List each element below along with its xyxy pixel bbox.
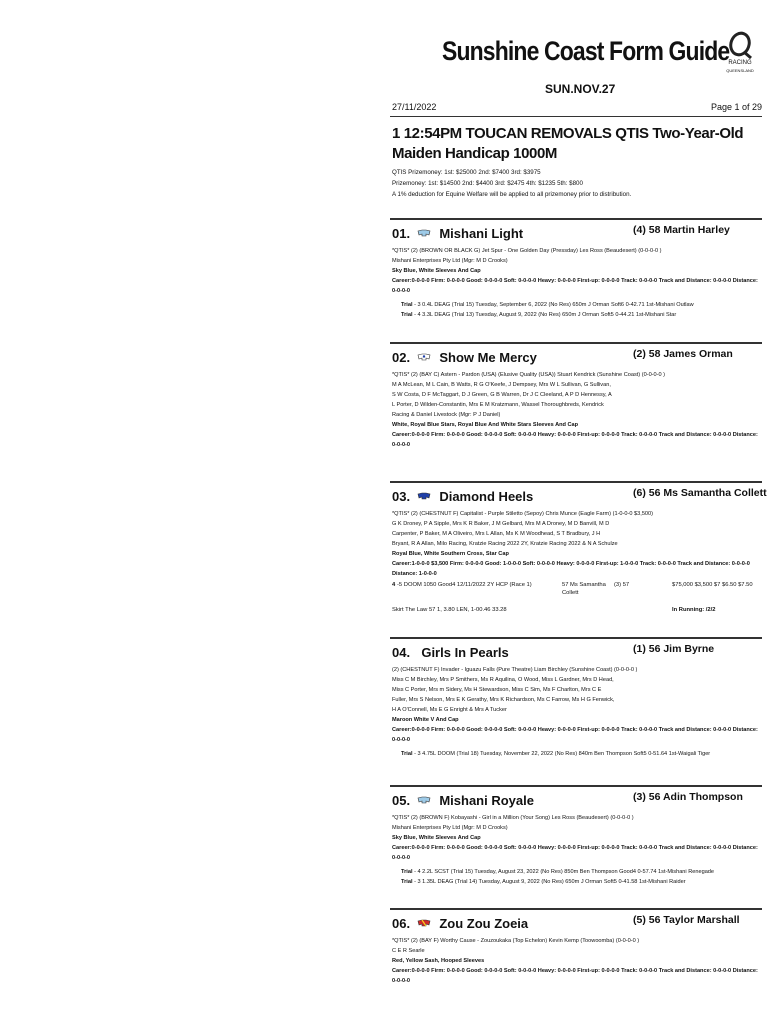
runner-jockey: (4) 58 Martin Harley [633,224,730,236]
runner-jockey: (5) 56 Taylor Marshall [633,914,740,926]
runner-divider [390,637,762,639]
detail-line: Miss C M Birchley, Mrs P Smithers, Ms R Aquilina, O Wood, Miss L Gardner, Mrs D Head, [392,677,614,683]
racing-logo-icon [720,30,760,60]
runner-colours: Royal Blue, White Southern Cross, Star Cap [392,551,509,557]
runner-colours: Red, Yellow Sash, Hooped Sleeves [392,958,485,964]
form-line [392,581,760,603]
trial-result: Trial - 3 4.75L DOOM (Trial 18) Tuesday, November 22, 2022 (No Res) 840m Ben Thompson Soft5 0-51.64 1st-Waigali Tiger [401,751,711,757]
detail-line: Miss C Porter, Mrs m Sidery, Ms H Stewardson, Miss C Sim, Ms F Charlton, Mrs C E [392,687,602,693]
runner-name [392,350,537,365]
runner-colours: White, Royal Blue Stars, Royal Blue And White Stars Sleeves And Cap [392,422,579,428]
form-guide-page [390,0,767,1024]
form-rider: 57 Ms Samantha Collett [562,582,606,596]
detail-line: *QTIS* (2) (BROWN F) Kobayashi - Girl in a Million (Your Song) Les Ross (Beaudesert) (0-0-0-0 ) [392,815,634,821]
runner-career: Career:0-0-0-0 Firm: 0-0-0-0 Good: 0-0-0-0 Soft: 0-0-0-0 Heavy: 0-0-0-0 First-up: 0-0-0-0 Track: 0-0-0-0 Track and Distance: 0-0-0-0 Distance: 0-0-0-0 [392,278,758,294]
runner-number: 01. [392,226,411,241]
meeting-date: SUN.NOV.27 [545,82,616,96]
runner-horse: Zou Zou Zoeia [439,916,529,931]
detail-line: C E R Searle [392,948,425,954]
trial-result: Trial - 3 0.4L DEAG (Trial 15) Tuesday, September 6, 2022 (No Res) 650m J Orman Soft6 0-42.71 1st-Mishani Outlaw [401,302,694,308]
runner-colours: Sky Blue, White Sleeves And Cap [392,268,481,274]
runner-jockey: (1) 56 Jim Byrne [633,643,715,655]
race-info-line: Prizemoney: 1st: $14500 2nd: $4400 3rd: $2475 4th: $1235 5th: $800 [392,180,583,187]
detail-line: Racing & Daniel Livestock (Mgr: P J Daniel) [392,412,501,418]
detail-line: Mishani Enterprises Pty Ltd (Mgr: M D Crooks) [392,825,508,831]
form-barrier: (3) 57 [614,582,630,588]
runner-jockey: (3) 56 Adin Thompson [633,791,743,803]
trial-label: Trial [401,869,413,875]
runner-name [392,645,509,660]
logo-subtext: QUEENSLAND [726,68,754,73]
runner-jockey: (6) 56 Ms Samantha Collett [633,487,767,499]
trial-result: Trial - 3 1.35L DEAG (Trial 14) Tuesday, August 9, 2022 (No Res) 650m J Orman Soft5 0-41.58 1st-Mishani Raider [401,879,686,885]
runner-career: Career:1-0-0-0 $3,500 Firm: 0-0-0-0 Good: 1-0-0-0 Soft: 0-0-0-0 Heavy: 0-0-0-0 First-up: 1-0-0-0 Track: 0-0-0-0 Track and Distance: 0-0-0-0 Distance: 1-0-0-0 [392,561,750,577]
trial-label: Trial [401,879,413,885]
runner-colours: Sky Blue, White Sleeves And Cap [392,835,481,841]
runner-horse: Girls In Pearls [421,645,509,660]
racing-queensland-logo [720,30,760,76]
runner-jockey: (2) 58 James Orman [633,348,733,360]
runner-horse: Diamond Heels [439,489,534,504]
trial-result: Trial - 4 3.3L DEAG (Trial 13) Tuesday, August 9, 2022 (No Res) 650m J Orman Soft5 0-44.21 1st-Mishani Star [401,312,677,318]
silks-icon [417,492,431,500]
detail-line: H A O'Connell, Ms E G Enright & Mrs A Tucker [392,707,507,713]
trial-label: Trial [401,302,413,308]
logo-text: RACING [728,60,752,66]
silks-icon [417,919,431,927]
runner-career: Career:0-0-0-0 Firm: 0-0-0-0 Good: 0-0-0-0 Soft: 0-0-0-0 Heavy: 0-0-0-0 First-up: 0-0-0-0 Track: 0-0-0-0 Track and Distance: 0-0-0-0 Distance: 0-0-0-0 [392,727,758,743]
race-info-line: A 1% deduction for Equine Welfare will be applied to all prizemoney prior to distribution. [392,191,632,198]
form-race: -5 DOOM 1050 Good4 12/11/2022 2Y HCP (Race 1) [397,582,532,588]
form-position: 4 [392,582,396,588]
runner-number: 02. [392,350,411,365]
race-info-line: QTIS Prizemoney: 1st: $25000 2nd: $7400 3rd: $3975 [392,169,541,176]
runner-number: 03. [392,489,411,504]
runner-career: Career:0-0-0-0 Firm: 0-0-0-0 Good: 0-0-0-0 Soft: 0-0-0-0 Heavy: 0-0-0-0 First-up: 0-0-0-0 Track: 0-0-0-0 Track and Distance: 0-0-0-0 Distance: 0-0-0-0 [392,968,758,984]
runner-divider [390,481,762,483]
runner-career: Career:0-0-0-0 Firm: 0-0-0-0 Good: 0-0-0-0 Soft: 0-0-0-0 Heavy: 0-0-0-0 First-up: 0-0-0-0 Track: 0-0-0-0 Track and Distance: 0-0-0-0 Distance: 0-0-0-0 [392,845,758,861]
print-date: 27/11/2022 [392,102,437,112]
race-prizemoney [392,167,760,200]
runner-details [392,813,760,887]
runner-details [392,370,760,450]
detail-line: Mishani Enterprises Pty Ltd (Mgr: M D Crooks) [392,258,508,264]
runner-colours: Maroon White V And Cap [392,717,459,723]
runner-career: Career:0-0-0-0 Firm: 0-0-0-0 Good: 0-0-0-0 Soft: 0-0-0-0 Heavy: 0-0-0-0 First-up: 0-0-0-0 Track: 0-0-0-0 Track and Distance: 0-0-0-0 Distance: 0-0-0-0 [392,432,758,448]
trial-label: Trial [401,312,413,318]
detail-line: *QTIS* (2) (BROWN OR BLACK G) Jet Spur - One Golden Day (Pressday) Les Ross (Beaudesert) (0-0-0-0 ) [392,248,662,254]
runner-divider [390,342,762,344]
runner-name [392,793,534,808]
runner-horse: Show Me Mercy [439,350,537,365]
runner-number: 06. [392,916,411,931]
detail-line: *QTIS* (2) (BAY F) Worthy Cause - Zouzoukaka (Top Echelon) Kevin Kemp (Toowoomba) (0-0-0-0 ) [392,938,640,944]
runner-number: 04. [392,645,411,660]
runner-details [392,936,760,986]
page-number: Page 1 of 29 [710,102,762,112]
detail-line: (2) (CHESTNUT F) Invader - Iguazu Falls (Pure Theatre) Liam Birchley (Sunshine Coast) (0-0-0-0 ) [392,667,638,673]
form-result-line [392,605,760,615]
silks-icon [417,796,431,804]
runner-horse: Mishani Light [439,226,524,241]
runner-divider [390,785,762,787]
detail-line: *QTIS* (2) (BAY C) Astern - Pardon (USA) (Elusive Quality (USA)) Stuart Kendrick (Sunshine Coast) (0-0-0-0 ) [392,372,666,378]
runner-name [392,226,523,241]
silks-icon [417,353,431,361]
runner-horse: Mishani Royale [439,793,534,808]
detail-line: G K Droney, P A Sipple, Mrs K R Baker, J M Gelbard, Mrs M A Droney, M D Banvill, M D [392,521,610,527]
detail-line: S W Costa, D F McTaggart, D J Green, G B Warren, Dr J C Cleeland, A P D Hennessy, A [392,392,612,398]
page-title: Sunshine Coast Form Guide [442,36,730,66]
trial-label: Trial [401,751,413,757]
silks-icon [417,229,431,237]
detail-line: Bryant, R A Allan, Milo Racing, Kratzie Racing 2022 2Y, Kratzie Racing 2022 & N A Schulze [392,541,618,547]
race-title: 1 12:54PM TOUCAN REMOVALS QTIS Two-Year-Old Maiden Handicap 1000M [392,125,744,162]
detail-line: L Porter, D Wilden-Constantin, Mrs E M Kratzmann, Wassel Thoroughbreds, Kendrick [392,402,604,408]
detail-line: Carpenter, P Baker, M A Oliveiro, Mrs L Allan, Ms K M Woodhead, S T Bradbury, J H [392,531,601,537]
trial-result: Trial - 4 2.2L SCST (Trial 15) Tuesday, August 23, 2022 (No Res) 850m Ben Thompson Good4 0-57.74 1st-Mishani Renegade [401,869,715,875]
runner-details [392,665,760,759]
form-running: In Running: /2/2 [672,607,716,613]
runner-name [392,489,533,504]
detail-line: *QTIS* (2) (CHESTNUT F) Capitalist - Purple Stiletto (Sepoy) Chris Munce (Eagle Farm) (1-0-0-0 $3,500) [392,511,654,517]
detail-line: M A McLean, M L Cain, B Watts, R G O'Keefe, J Dempsey, Mrs W L Sullivan, G Sullivan, [392,382,611,388]
form-prize: $75,000 $3,500 $7 $6.50 $7.50 [672,582,753,588]
header-divider [390,116,762,117]
runner-name [392,916,528,931]
runner-number: 05. [392,793,411,808]
runner-details [392,246,760,320]
runner-details [392,509,760,615]
runner-divider [390,908,762,910]
runner-divider [390,218,762,220]
form-result: Skirt The Law 57 1, 3.80 LEN, 1-00.46 33.28 [392,607,507,613]
detail-line: Fuller, Mrs S Nelson, Mrs E K Gerathy, Mrs K Richardson, Ms C Farrow, Ms H G Fenwick, [392,697,615,703]
